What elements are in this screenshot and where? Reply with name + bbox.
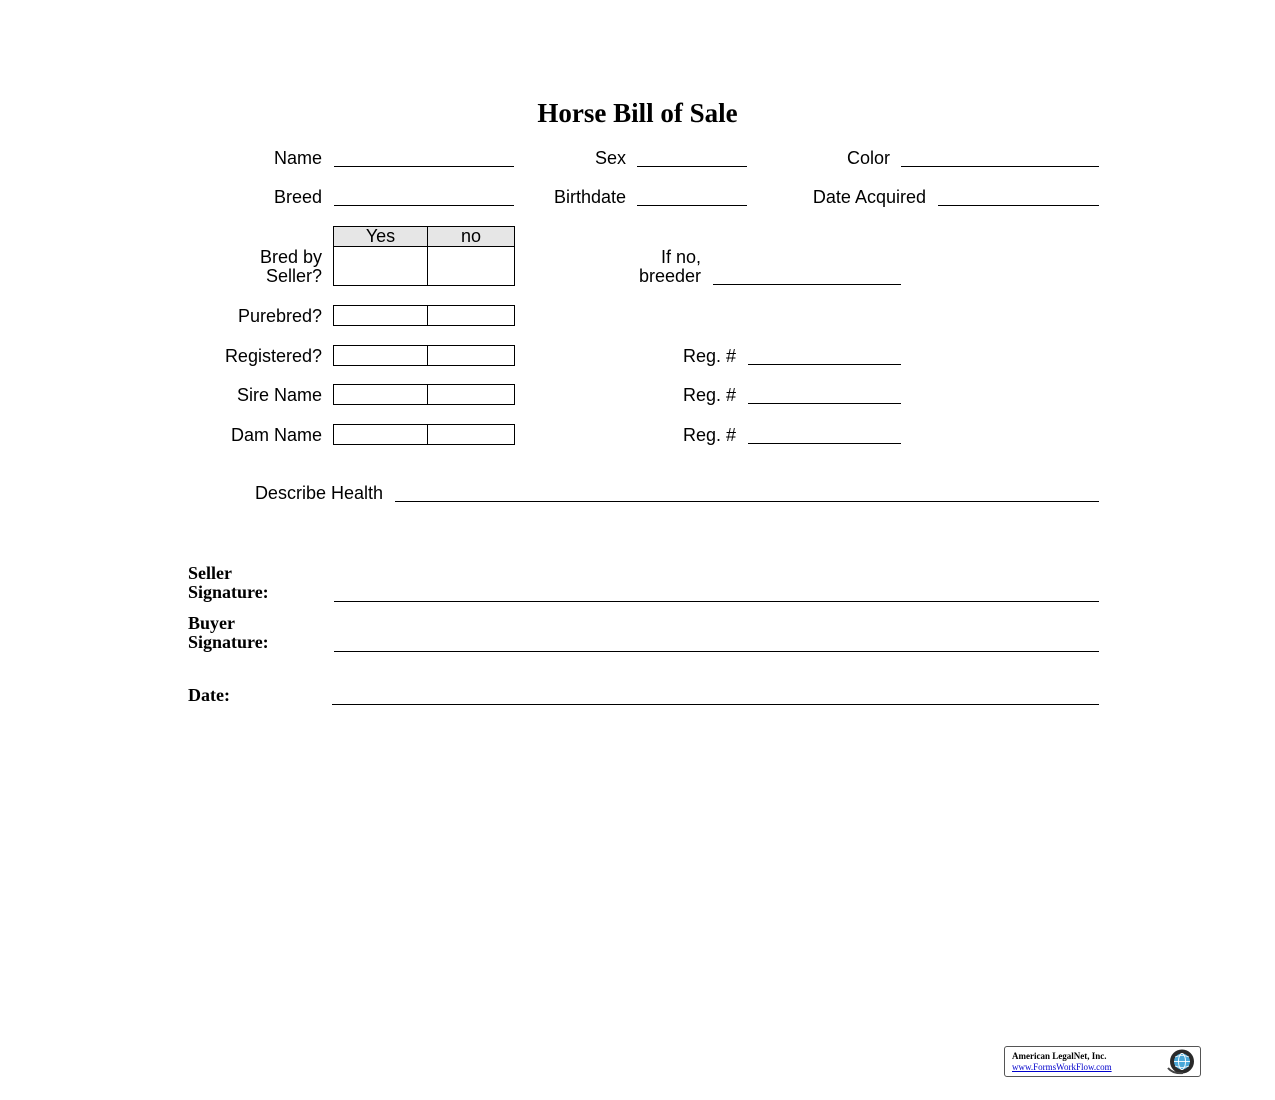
bred-by-seller-table (333, 226, 515, 286)
dam-name-boxes (333, 424, 515, 445)
globe-icon (1163, 1048, 1199, 1075)
describe-health-field[interactable] (395, 501, 1099, 502)
seller-signature-label-line1: Seller (188, 563, 232, 583)
registered-yes-box[interactable] (334, 346, 428, 365)
dam-reg-field[interactable] (748, 443, 901, 444)
color-label: Color (846, 148, 890, 168)
registered-reg-label: Reg. # (682, 346, 736, 366)
sex-field[interactable] (637, 166, 747, 167)
buyer-signature-field[interactable] (334, 651, 1099, 652)
bred-by-seller-no-box[interactable] (428, 247, 514, 285)
dam-name-label: Dam Name (230, 425, 322, 445)
registered-boxes (333, 345, 515, 366)
purebred-label: Purebred? (237, 306, 322, 326)
bred-by-seller-yes-box[interactable] (334, 247, 428, 285)
sex-label: Sex (594, 148, 626, 168)
bred-by-label-line1: Bred by (259, 247, 322, 267)
seller-signature-label-line2: Signature: (188, 582, 269, 602)
sire-name-boxes (333, 384, 515, 405)
logo-company-name: American LegalNet, Inc. (1012, 1051, 1107, 1061)
buyer-signature-label-line2: Signature: (188, 632, 269, 652)
logo-url-link[interactable]: www.FormsWorkFlow.com (1012, 1062, 1112, 1072)
sire-reg-label: Reg. # (682, 385, 736, 405)
no-column-header: no (428, 227, 514, 247)
name-label: Name (273, 148, 322, 168)
breed-label: Breed (273, 187, 322, 207)
birthdate-field[interactable] (637, 205, 747, 206)
registered-label: Registered? (224, 346, 322, 366)
sire-name-box-2[interactable] (428, 385, 514, 404)
describe-health-label: Describe Health (254, 483, 383, 503)
bred-by-label-line2: Seller? (265, 266, 322, 286)
registered-reg-field[interactable] (748, 364, 901, 365)
sire-name-box-1[interactable] (334, 385, 428, 404)
dam-name-box-1[interactable] (334, 425, 428, 444)
color-field[interactable] (901, 166, 1099, 167)
date-field[interactable] (332, 704, 1099, 705)
dam-name-box-2[interactable] (428, 425, 514, 444)
name-field[interactable] (334, 166, 514, 167)
form-title: Horse Bill of Sale (537, 98, 738, 128)
yes-column-header: Yes (334, 227, 428, 247)
sire-name-label: Sire Name (236, 385, 322, 405)
purebred-no-box[interactable] (428, 306, 514, 325)
americanlegalnet-logo[interactable] (1004, 1046, 1201, 1077)
birthdate-label: Birthdate (553, 187, 626, 207)
if-no-label-line2: breeder (638, 266, 701, 286)
dam-reg-label: Reg. # (682, 425, 736, 445)
date-acquired-label: Date Acquired (812, 187, 926, 207)
date-acquired-field[interactable] (938, 205, 1099, 206)
breeder-field[interactable] (713, 284, 901, 285)
if-no-label-line1: If no, (660, 247, 701, 267)
purebred-yes-box[interactable] (334, 306, 428, 325)
buyer-signature-label-line1: Buyer (188, 613, 235, 633)
sire-reg-field[interactable] (748, 403, 901, 404)
breed-field[interactable] (334, 205, 514, 206)
registered-no-box[interactable] (428, 346, 514, 365)
seller-signature-field[interactable] (334, 601, 1099, 602)
purebred-boxes (333, 305, 515, 326)
date-label: Date: (188, 685, 230, 705)
